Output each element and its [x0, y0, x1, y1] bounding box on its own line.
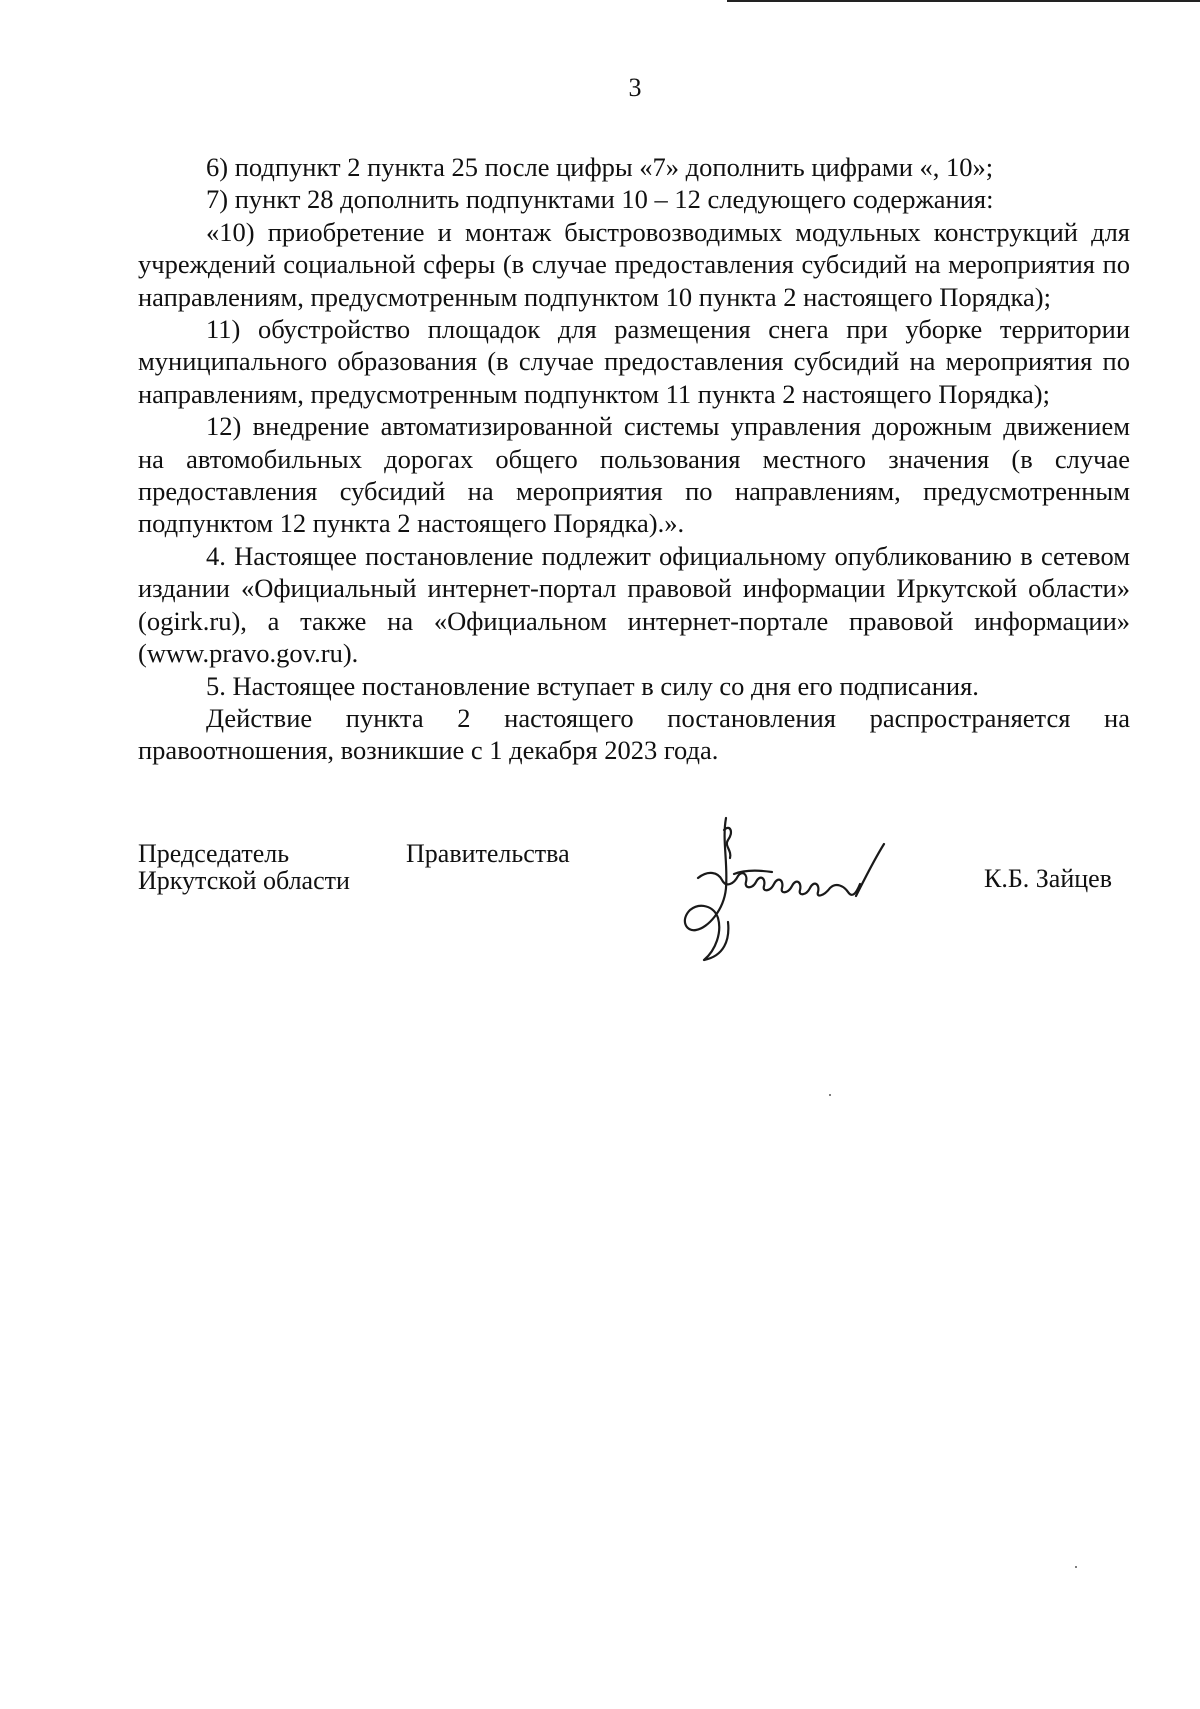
paragraph-subitem-10: «10) приобретение и монтаж быстровозводимых модульных конструкций для учреждений социальной сферы (в случае предоставления субсидий на мероприятия по направлениям, предусмотренным подпунктом 10 пункта 2 настоящего Порядка);: [138, 216, 1130, 312]
signer-title-chairman: Председатель: [138, 839, 290, 868]
paragraph-item-6: 6) подпункт 2 пункта 25 после цифры «7» дополнить цифрами «, 10»;: [206, 152, 994, 182]
paragraph-clause-4: 4. Настоящее постановление подлежит официальному опубликованию в сетевом издании «Официальный интернет-портал правовой информации Иркутской области» (ogirk.ru), а также на «Официальном интернет-портале правовой информации» (www.pravo.gov.ru).: [138, 540, 1130, 669]
document-body: [138, 151, 1130, 767]
scan-speck: [1075, 1566, 1077, 1568]
signer-name: К.Б. Зайцев: [984, 864, 1112, 893]
paragraph-effect: Действие пункта 2 настоящего постановления распространяется на правоотношения, возникшие с 1 декабря 2023 года.: [138, 702, 1130, 766]
paragraph-item-7: 7) пункт 28 дополнить подпунктами 10 – 12 следующего содержания:: [206, 184, 994, 215]
scan-speck: [829, 1094, 831, 1096]
paragraph-subitem-12: 12) внедрение автоматизированной системы управления дорожным движением на автомобильных дорогах общего пользования местного значения (в случае предоставления субсидий на мероприятия по направлениям, предусмотренным подпунктом 12 пункта 2 настоящего Порядка).».: [138, 411, 1130, 539]
signer-title-government: Правительства: [406, 839, 570, 868]
page-number: 3: [628, 73, 642, 102]
paragraph-subitem-11: 11) обустройство площадок для размещения снега при уборке территории муниципального образования (в случае предоставления субсидий на мероприятия по направлениям, предусмотренным подпунктом 11 пункта 2 настоящего Порядка);: [138, 314, 1130, 409]
top-rule: [727, 0, 1200, 2]
paragraph-clause-5: 5. Настоящее постановление вступает в силу со дня его подписания.: [206, 670, 979, 701]
handwritten-signature-icon: [668, 810, 908, 970]
signer-title-region: Иркутской области: [138, 866, 350, 895]
signature-block: [138, 840, 1130, 980]
